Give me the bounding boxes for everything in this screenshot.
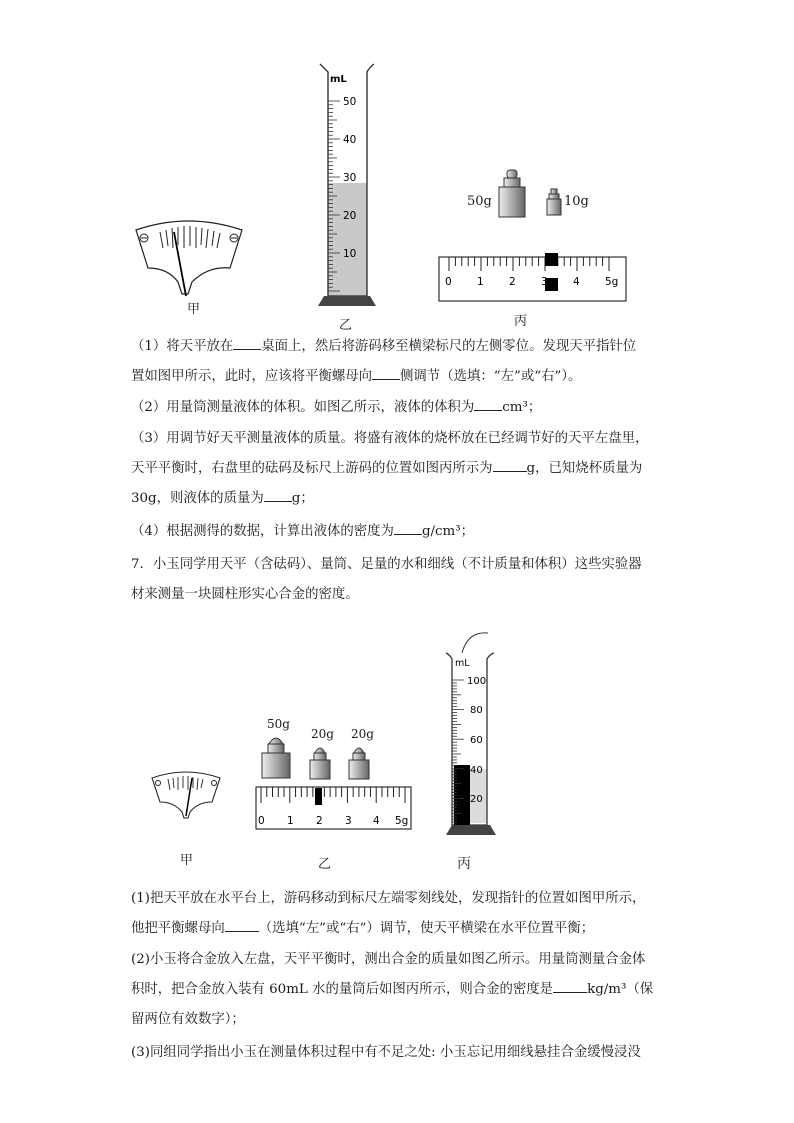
q7-s1-text-a: (1)把天平放在水平台上，游码移动到标尺左端零刻线处，发现指针的位置如图甲所示， xyxy=(131,891,646,906)
graduated-cylinder-icon xyxy=(312,60,382,310)
q7-intro-line2: 材来测量一块圆柱形实心合金的密度。 xyxy=(131,587,359,602)
q7-s3-text-a: (3)同组同学指出小玉在测量体积过程中有不足之处: 小玉忘记用细线悬挂合金缓慢浸没 xyxy=(131,1045,641,1060)
q6-p3-text-a: （3）用调节好天平测量液体的质量。将盛有液体的烧杯放在已经调节好的天平左盘里， xyxy=(131,431,649,446)
fig1-label-yi: 乙 xyxy=(339,318,353,333)
q7-intro xyxy=(131,550,691,610)
cylinder1-tick-30: 30 xyxy=(343,172,357,184)
q6-p2-text-a: （2）用量筒测量液体的体积。如图乙所示，液体的体积为 xyxy=(131,400,475,415)
fig2-weight-50g-icon xyxy=(260,732,292,780)
figure-2 xyxy=(0,625,794,875)
q6-part1 xyxy=(131,332,671,392)
q7-s2-text-b: 积时，把合金放入装有 60mL 水的量筒后如图丙所示，则合金的密度是 xyxy=(131,982,554,997)
q6-part2 xyxy=(131,393,671,423)
ruler2-tick-0: 0 xyxy=(258,815,265,827)
ruler2-tick-1: 1 xyxy=(287,815,294,827)
q7-s2-text-c: kg/m³（保 xyxy=(587,982,654,997)
q6-p3-text-d: 30g，则液体的质量为 xyxy=(131,491,264,506)
q7-step1 xyxy=(131,884,691,944)
ruler1-tick-5g: 5g xyxy=(605,276,619,288)
q6-p4-text-b: g/cm³； xyxy=(421,524,474,539)
q6-p3-text-c: g，已知烧杯质量为 xyxy=(526,461,643,476)
fig2-weight-20g-2-label: 20g xyxy=(351,727,374,741)
graduated-cylinder-2-icon xyxy=(440,627,500,837)
q7-s1-text-c: （选填“左”或“右”）调节，使天平横梁在水平位置平衡； xyxy=(258,921,595,936)
q7-s2-text-d: 留两位有效数字）； xyxy=(131,1012,245,1027)
ruler2-tick-3: 3 xyxy=(345,815,352,827)
ruler-2-icon xyxy=(255,786,413,832)
weight-50g-icon xyxy=(497,168,527,220)
cylinder2-tick-80: 80 xyxy=(470,705,483,716)
cylinder2-tick-60: 60 xyxy=(470,735,483,746)
ruler2-tick-2: 2 xyxy=(316,815,323,827)
fig1-label-bing: 丙 xyxy=(514,314,528,329)
cylinder1-tick-50: 50 xyxy=(343,96,357,108)
fig2-label-bing: 丙 xyxy=(457,856,471,872)
q7-s1-text-b: 他把平衡螺母向 xyxy=(131,921,225,936)
cylinder1-tick-20: 20 xyxy=(343,210,357,222)
q6-p4-text-a: （4）根据测得的数据，计算出液体的密度为 xyxy=(131,524,394,539)
q6-p1-text-a: （1）将天平放在 xyxy=(131,339,234,354)
q6-p3-text-b: 天平平衡时，右盘里的砝码及标尺上游码的位置如图丙所示为 xyxy=(131,461,493,476)
q6-blank-4[interactable] xyxy=(493,457,527,472)
ruler1-tick-3: 3 xyxy=(541,276,548,288)
q6-part3 xyxy=(131,424,671,514)
fig2-weight-20g-1-icon xyxy=(308,743,332,781)
q7-s2-text-a: (2)小玉将合金放入左盘，天平平衡时，测出合金的质量如图乙所示。用量筒测量合金体 xyxy=(131,952,646,967)
q6-p2-text-b: cm³； xyxy=(502,400,542,415)
ruler-1-icon xyxy=(438,252,628,304)
weight-10g-label: 10g xyxy=(564,194,589,209)
ruler1-tick-1: 1 xyxy=(477,276,484,288)
ruler1-tick-0: 0 xyxy=(445,276,452,288)
fig2-weight-50g-label: 50g xyxy=(267,717,290,731)
fig2-weight-20g-1-label: 20g xyxy=(311,727,334,741)
q7-step3 xyxy=(131,1038,691,1068)
figure-1 xyxy=(0,0,794,333)
cylinder2-unit: mL xyxy=(455,658,470,669)
q7-intro-line1: 7．小玉同学用天平（含砝码）、量筒、足量的水和细线（不计质量和体积）这些实验器 xyxy=(131,557,642,572)
q6-part4 xyxy=(131,517,671,547)
q6-blank-1[interactable] xyxy=(233,335,261,350)
q6-blank-2[interactable] xyxy=(372,365,400,380)
cylinder1-unit: mL xyxy=(330,74,347,85)
ruler2-tick-4: 4 xyxy=(373,815,380,827)
q6-blank-5[interactable] xyxy=(264,487,292,502)
q6-blank-3[interactable] xyxy=(474,396,502,411)
q7-blank-2[interactable] xyxy=(553,978,587,993)
weight-50g-label: 50g xyxy=(467,194,492,209)
fig1-label-jia: 甲 xyxy=(187,302,201,317)
ruler1-tick-4: 4 xyxy=(573,276,580,288)
q6-p1-text-d: 侧调节（选填：“左”或“右”）。 xyxy=(400,369,582,384)
q6-p1-text-b: 桌面上，然后将游码移至横梁标尺的左侧零位。发现天平指针位 xyxy=(261,339,637,354)
cylinder1-tick-10: 10 xyxy=(343,248,357,260)
weight-10g-icon xyxy=(545,187,563,217)
ruler2-tick-5g: 5g xyxy=(395,815,409,827)
balance-scale-dial-icon xyxy=(130,218,250,303)
q7-blank-1[interactable] xyxy=(225,917,259,932)
q6-p1-text-c: 置如图甲所示，此时，应该将平衡螺母向 xyxy=(131,369,373,384)
cylinder2-tick-20: 20 xyxy=(470,794,483,805)
q6-blank-6[interactable] xyxy=(394,520,422,535)
balance-scale-dial-2-icon xyxy=(148,770,224,820)
q6-p3-text-e: g； xyxy=(291,491,314,506)
fig2-label-yi: 乙 xyxy=(318,857,332,872)
cylinder1-tick-40: 40 xyxy=(343,134,357,146)
fig2-label-jia: 甲 xyxy=(180,853,194,868)
cylinder2-tick-40: 40 xyxy=(470,765,483,776)
ruler1-tick-2: 2 xyxy=(509,276,516,288)
q7-step2 xyxy=(131,945,691,1035)
cylinder2-tick-100: 100 xyxy=(467,676,487,687)
fig2-weight-20g-2-icon xyxy=(347,743,371,781)
